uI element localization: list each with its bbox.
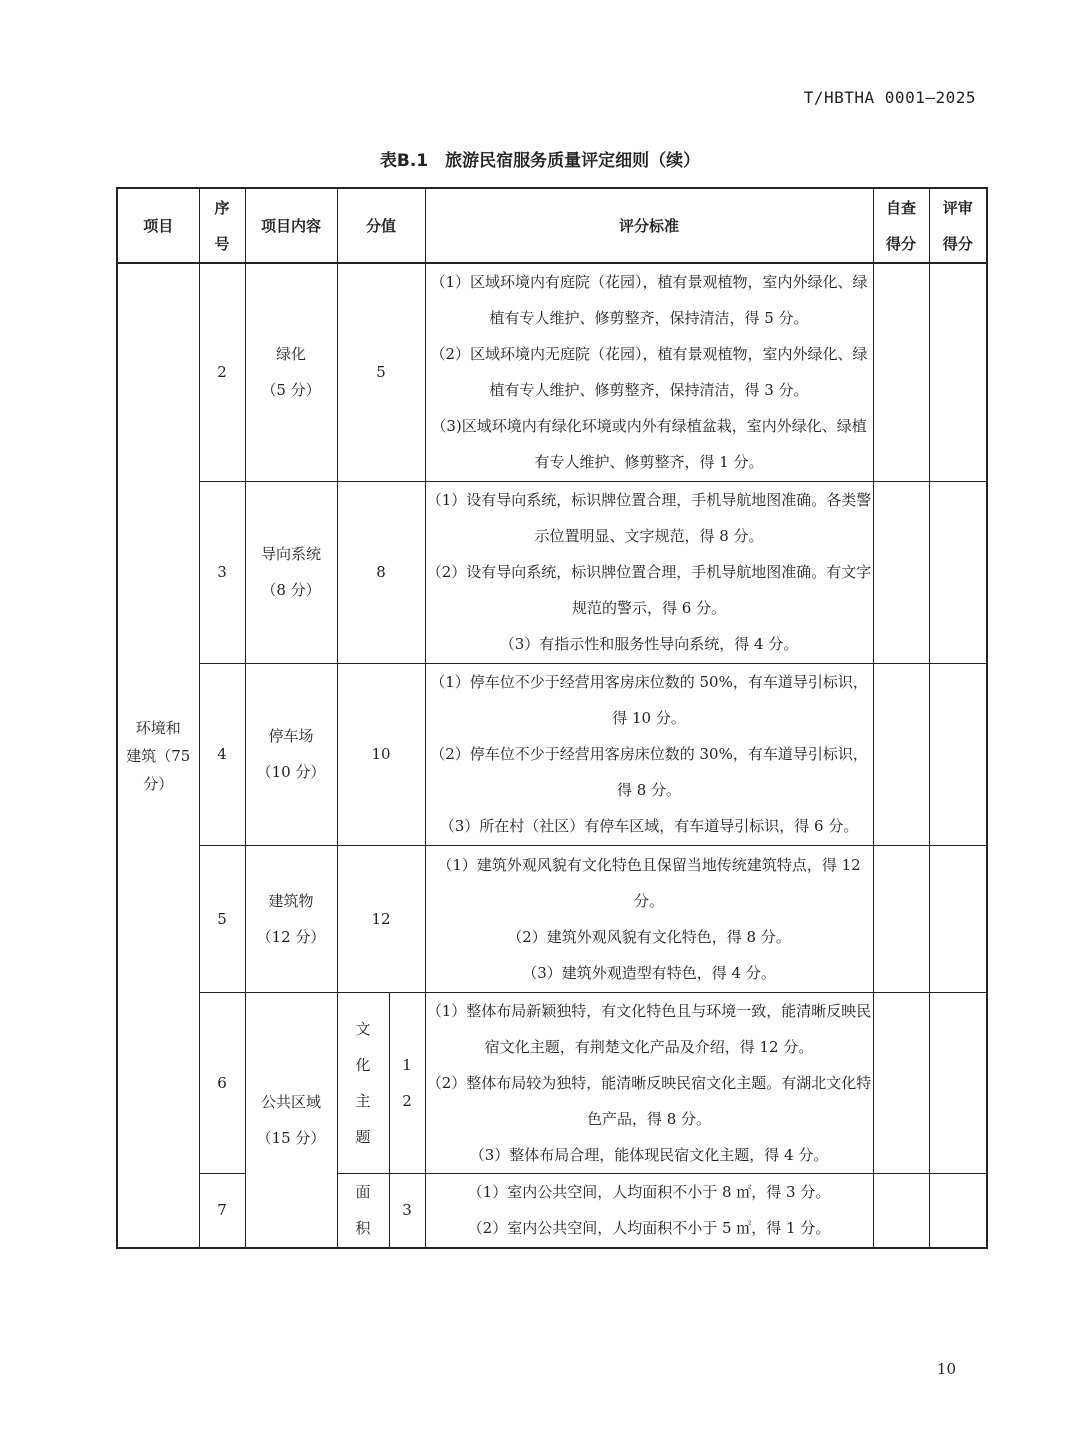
content-name: 停车场: [268, 727, 314, 745]
criteria-cell: [425, 481, 873, 663]
seq-cell: 5: [199, 845, 245, 992]
review-score-cell[interactable]: [929, 992, 987, 1173]
header-seq-line2: 号: [214, 234, 230, 253]
review-score-cell[interactable]: [929, 845, 987, 992]
criteria-item: （1）设有导向系统，标识牌位置合理，手机导航地图准确。各类警示位置明显、文字规范，得 8 分。: [426, 491, 872, 545]
criteria-cell: [425, 263, 873, 481]
content-name: 绿化: [275, 345, 306, 364]
criteria-cell: [425, 1173, 873, 1248]
criteria-item: （2）建筑外观风貌有文化特色，得 8 分。: [507, 927, 791, 946]
self-score-cell[interactable]: [873, 481, 929, 663]
table-row: [117, 663, 987, 845]
seq-cell: 6: [199, 992, 245, 1173]
seq-cell: 4: [199, 663, 245, 845]
self-score-cell[interactable]: [873, 992, 929, 1173]
self-score-cell[interactable]: [873, 1173, 929, 1248]
score-cell: 5: [337, 263, 425, 481]
review-score-cell[interactable]: [929, 1173, 987, 1248]
self-score-cell[interactable]: [873, 263, 929, 481]
header-review-line2: 得分: [942, 234, 973, 253]
content-cell: [245, 263, 337, 481]
content-score: （10 分）: [256, 763, 326, 781]
self-score-cell[interactable]: [873, 663, 929, 845]
seq-cell: 2: [199, 263, 245, 481]
content-score: （15 分）: [256, 1128, 326, 1147]
criteria-item: （1）区域环境内有庭院（花园），植有景观植物，室内外绿化、绿植有专人维护、修剪整齐，保持清洁，得 5 分。: [430, 273, 868, 328]
rating-rules-table: [116, 187, 988, 1249]
sub-item-name-cell: [337, 992, 389, 1173]
table-row: [117, 481, 987, 663]
criteria-item: （3）整体布局合理，能体现民宿文化主题，得 4 分。: [469, 1145, 829, 1164]
seq-cell: 3: [199, 481, 245, 663]
sub-item-char: 化: [355, 1055, 371, 1074]
sub-item-score-cell: [389, 992, 425, 1173]
header-content: 项目内容: [245, 188, 337, 263]
header-criteria: 评分标准: [425, 188, 873, 263]
review-score-cell[interactable]: [929, 481, 987, 663]
criteria-item: （1）室内公共空间，人均面积不小于 8 ㎡，得 3 分。: [467, 1183, 831, 1202]
sub-item-char: 积: [355, 1219, 371, 1238]
content-score: （8 分）: [261, 581, 321, 599]
criteria-cell: [425, 992, 873, 1173]
self-score-cell[interactable]: [873, 845, 929, 992]
criteria-item: （2）停车位不少于经营用客房床位数的 30%，有车道导引标识，得 8 分。: [430, 745, 868, 799]
header-review-line1: 评审: [942, 198, 973, 217]
review-score-cell[interactable]: [929, 663, 987, 845]
sub-item-score-cell: 3: [389, 1173, 425, 1248]
sub-item-char: 题: [355, 1127, 371, 1146]
criteria-item: （1）停车位不少于经营用客房床位数的 50%，有车道导引标识，得 10 分。: [430, 673, 868, 727]
score-cell: 10: [337, 663, 425, 845]
header-seq-line1: 序: [214, 198, 230, 217]
header-self-line2: 得分: [886, 234, 917, 253]
seq-cell: 7: [199, 1173, 245, 1248]
header-score: 分值: [337, 188, 425, 263]
table-header-row: [117, 188, 987, 263]
criteria-item: （3）建筑外观造型有特色，得 4 分。: [522, 963, 776, 982]
category-cell: [117, 263, 199, 1248]
table-row: [117, 845, 987, 992]
category-line3: 分）: [143, 774, 174, 793]
criteria-item: （3)区域环境内有绿化环境或内外有绿植盆栽，室内外绿化、绿植有专人维护、修剪整齐，得 1 分。: [431, 417, 867, 472]
criteria-item: （2）设有导向系统，标识牌位置合理，手机导航地图准确。有文字规范的警示，得 6 分。: [426, 563, 872, 617]
table-title: 表B.1 旅游民宿服务质量评定细则（续）: [379, 151, 701, 171]
criteria-item: （1）整体布局新颖独特，有文化特色且与环境一致，能清晰反映民宿文化主题，有荆楚文化产品及介绍，得 12 分。: [426, 1001, 872, 1056]
score-cell: 8: [337, 481, 425, 663]
content-name: 建筑物: [268, 891, 314, 910]
content-cell: [245, 845, 337, 992]
criteria-item: （2）整体布局较为独特，能清晰反映民宿文化主题。有湖北文化特色产品，得 8 分。: [426, 1073, 872, 1128]
sub-item-char: 面: [355, 1183, 371, 1202]
content-name: 导向系统: [260, 545, 321, 563]
content-cell: [245, 481, 337, 663]
content-cell: [245, 992, 337, 1248]
criteria-item: （2）室内公共空间，人均面积不小于 5 ㎡，得 1 分。: [467, 1219, 831, 1238]
criteria-cell: [425, 663, 873, 845]
header-review-score: [929, 188, 987, 263]
category-line1: 环境和: [135, 718, 181, 737]
criteria-cell: [425, 845, 873, 992]
content-score: （12 分）: [256, 927, 326, 946]
header-self-line1: 自查: [886, 198, 917, 217]
table-row: [117, 992, 987, 1173]
content-name: 公共区域: [260, 1092, 321, 1111]
page-number: 10: [936, 1360, 956, 1378]
content-cell: [245, 663, 337, 845]
criteria-item: （1）建筑外观风貌有文化特色且保留当地传统建筑特点，得 12 分。: [437, 855, 861, 910]
criteria-item: （3）有指示性和服务性导向系统，得 4 分。: [499, 635, 799, 653]
sub-item-char: 文: [355, 1019, 371, 1038]
criteria-item: （3）所在村（社区）有停车区域，有车道导引标识，得 6 分。: [439, 817, 859, 835]
header-seq: [199, 188, 245, 263]
sub-score-char: 2: [402, 1091, 412, 1110]
sub-item-name-cell: [337, 1173, 389, 1248]
document-code: T/HBTHA 0001—2025: [803, 88, 976, 107]
sub-item-char: 主: [355, 1091, 371, 1110]
content-score: （5 分）: [261, 381, 321, 400]
table-row: [117, 263, 987, 481]
category-line2: 建筑（75: [126, 746, 191, 765]
header-self-score: [873, 188, 929, 263]
criteria-item: （2）区域环境内无庭院（花园），植有景观植物，室内外绿化、绿植有专人维护、修剪整齐，保持清洁，得 3 分。: [430, 345, 868, 400]
header-category: 项目: [117, 188, 199, 263]
review-score-cell[interactable]: [929, 263, 987, 481]
score-cell: 12: [337, 845, 425, 992]
sub-score-char: 1: [402, 1055, 412, 1074]
